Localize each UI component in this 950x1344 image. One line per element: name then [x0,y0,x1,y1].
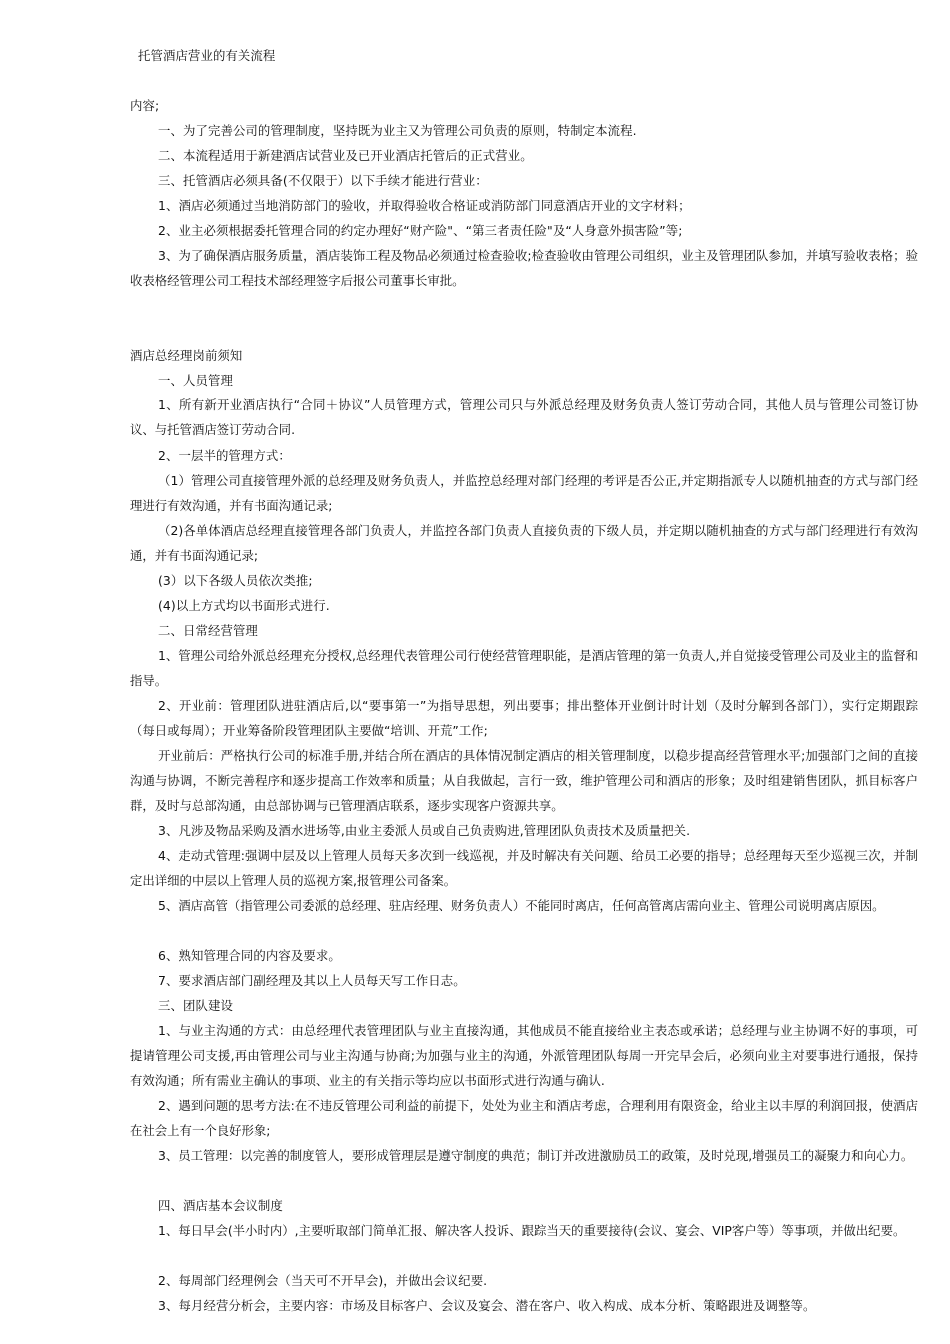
paragraph: 3、每月经营分析会，主要内容：市场及目标客户、会议及宴会、潜在客户、收入构成、成本分析、策略跟进及调整等。 [158,1298,816,1313]
paragraph: 2、开业前：管理团队进驻酒店后,以“要事第一”为指导思想，列出要事；排出整体开业倒计时计划（及时分解到各部门），实行定期跟踪（每日或每周）；开业筹备阶段管理团队主要做“培训、开荒”工作; [130,698,918,739]
paragraph: 7、要求酒店部门副经理及其以上人员每天写工作日志。 [158,973,466,988]
heading: 一、人员管理 [158,373,233,388]
paragraph: （2)各单体酒店总经理直接管理各部门负责人，并监控各部门负责人直接负责的下级人员，并定期以随机抽查的方式与部门经理进行有效沟通，并有书面沟通记录; [130,523,918,564]
paragraph: 2、一层半的管理方式： [158,448,291,463]
paragraph: 开业前后：严格执行公司的标准手册,并结合所在酒店的具体情况制定酒店的相关管理制度，以稳步提高经营管理水平;加强部门之间的直接沟通与协调，不断完善程序和逐步提高工作效率和质量；从自我做起，言行一致，维护管理公司和酒店的形象；及时组建销售团队，抓目标客户群，及时与总部沟通，由总部协调与已管理酒店联系，逐步实现客户资源共享。 [130,748,918,814]
paragraph: 一、为了完善公司的管理制度，坚持既为业主又为管理公司负责的原则，特制定本流程. [158,123,637,138]
paragraph: （1）管理公司直接管理外派的总经理及财务负责人，并监控总经理对部门经理的考评是否公正,并定期指派专人以随机抽查的方式与部门经理进行有效沟通，并有书面沟通记录; [130,473,918,514]
paragraph: 1、所有新开业酒店执行“合同＋协议”人员管理方式，管理公司只与外派总经理及财务负责人签订劳动合同，其他人员与管理公司签订协议、与托管酒店签订劳动合同. [130,397,918,438]
paragraph: 1、酒店必须通过当地消防部门的验收，并取得验收合格证或消防部门同意酒店开业的文字材料； [158,198,691,213]
paragraph: 3、为了确保酒店服务质量，酒店装饰工程及物品必须通过检查验收;检查验收由管理公司组织，业主及管理团队参加，并填写验收表格；验收表格经管理公司工程技术部经理签字后报公司董事长审批。 [130,248,918,289]
paragraph: 6、熟知管理合同的内容及要求。 [158,948,341,963]
paragraph: 二、本流程适用于新建酒店试营业及已开业酒店托管后的正式营业。 [158,148,533,163]
heading: 四、酒店基本会议制度 [158,1198,283,1213]
paragraph: 4、走动式管理:强调中层及以上管理人员每天多次到一线巡视，并及时解决有关问题、给员工必要的指导；总经理每天至少巡视三次，并制定出详细的中层以上管理人员的巡视方案,报管理公司备案。 [130,848,918,889]
heading: 三、团队建设 [158,998,233,1013]
paragraph: 1、管理公司给外派总经理充分授权,总经理代表管理公司行使经营管理职能，是酒店管理的第一负责人,并自觉接受管理公司及业主的监督和指导。 [130,648,918,689]
paragraph: 1、每日早会(半小时内）,主要听取部门简单汇报、解决客人投诉、跟踪当天的重要接待(会议、宴会、VIP客户等）等事项，并做出纪要。 [158,1223,906,1238]
paragraph: 1、与业主沟通的方式：由总经理代表管理团队与业主直接沟通，其他成员不能直接给业主表态或承诺；总经理与业主协调不好的事项，可提请管理公司支援,再由管理公司与业主沟通与协商;为加强与业主的沟通，外派管理团队每周一开完早会后，必须向业主对要事进行通报，保持有效沟通；所有需业主确认的事项、业主的有关指示等均应以书面形式进行沟通与确认. [130,1023,918,1089]
paragraph: (3）以下各级人员依次类推; [158,573,313,588]
paragraph: 3、员工管理：以完善的制度管人，要形成管理层是遵守制度的典范；制订并改进激励员工的政策，及时兑现,增强员工的凝聚力和向心力。 [158,1148,914,1163]
intro-label: 内容; [130,98,160,113]
paragraph: (4)以上方式均以书面形式进行. [158,598,330,613]
heading: 二、日常经营管理 [158,623,258,638]
paragraph: 2、业主必须根据委托管理合同的约定办理好“财产险"、“第三者责任险"及“人身意外损害险”等; [158,223,683,238]
paragraph: 3、凡涉及物品采购及酒水进场等,由业主委派人员或自己负责购进,管理团队负责技术及质量把关. [158,823,691,838]
paragraph: 2、每周部门经理例会（当天可不开早会)，并做出会议纪要. [158,1273,488,1288]
section-title: 酒店总经理岗前须知 [130,348,243,363]
paragraph: 2、遇到问题的思考方法:在不违反管理公司利益的前提下，处处为业主和酒店考虑，合理利用有限资金，给业主以丰厚的利润回报，使酒店在社会上有一个良好形象; [130,1098,918,1139]
paragraph: 三、托管酒店必须具备(不仅限于）以下手续才能进行营业： [158,173,488,188]
paragraph: 5、酒店高管（指管理公司委派的总经理、驻店经理、财务负责人）不能同时离店，任何高管离店需向业主、管理公司说明离店原因。 [158,898,885,913]
document-title: 托管酒店营业的有关流程 [138,48,276,63]
